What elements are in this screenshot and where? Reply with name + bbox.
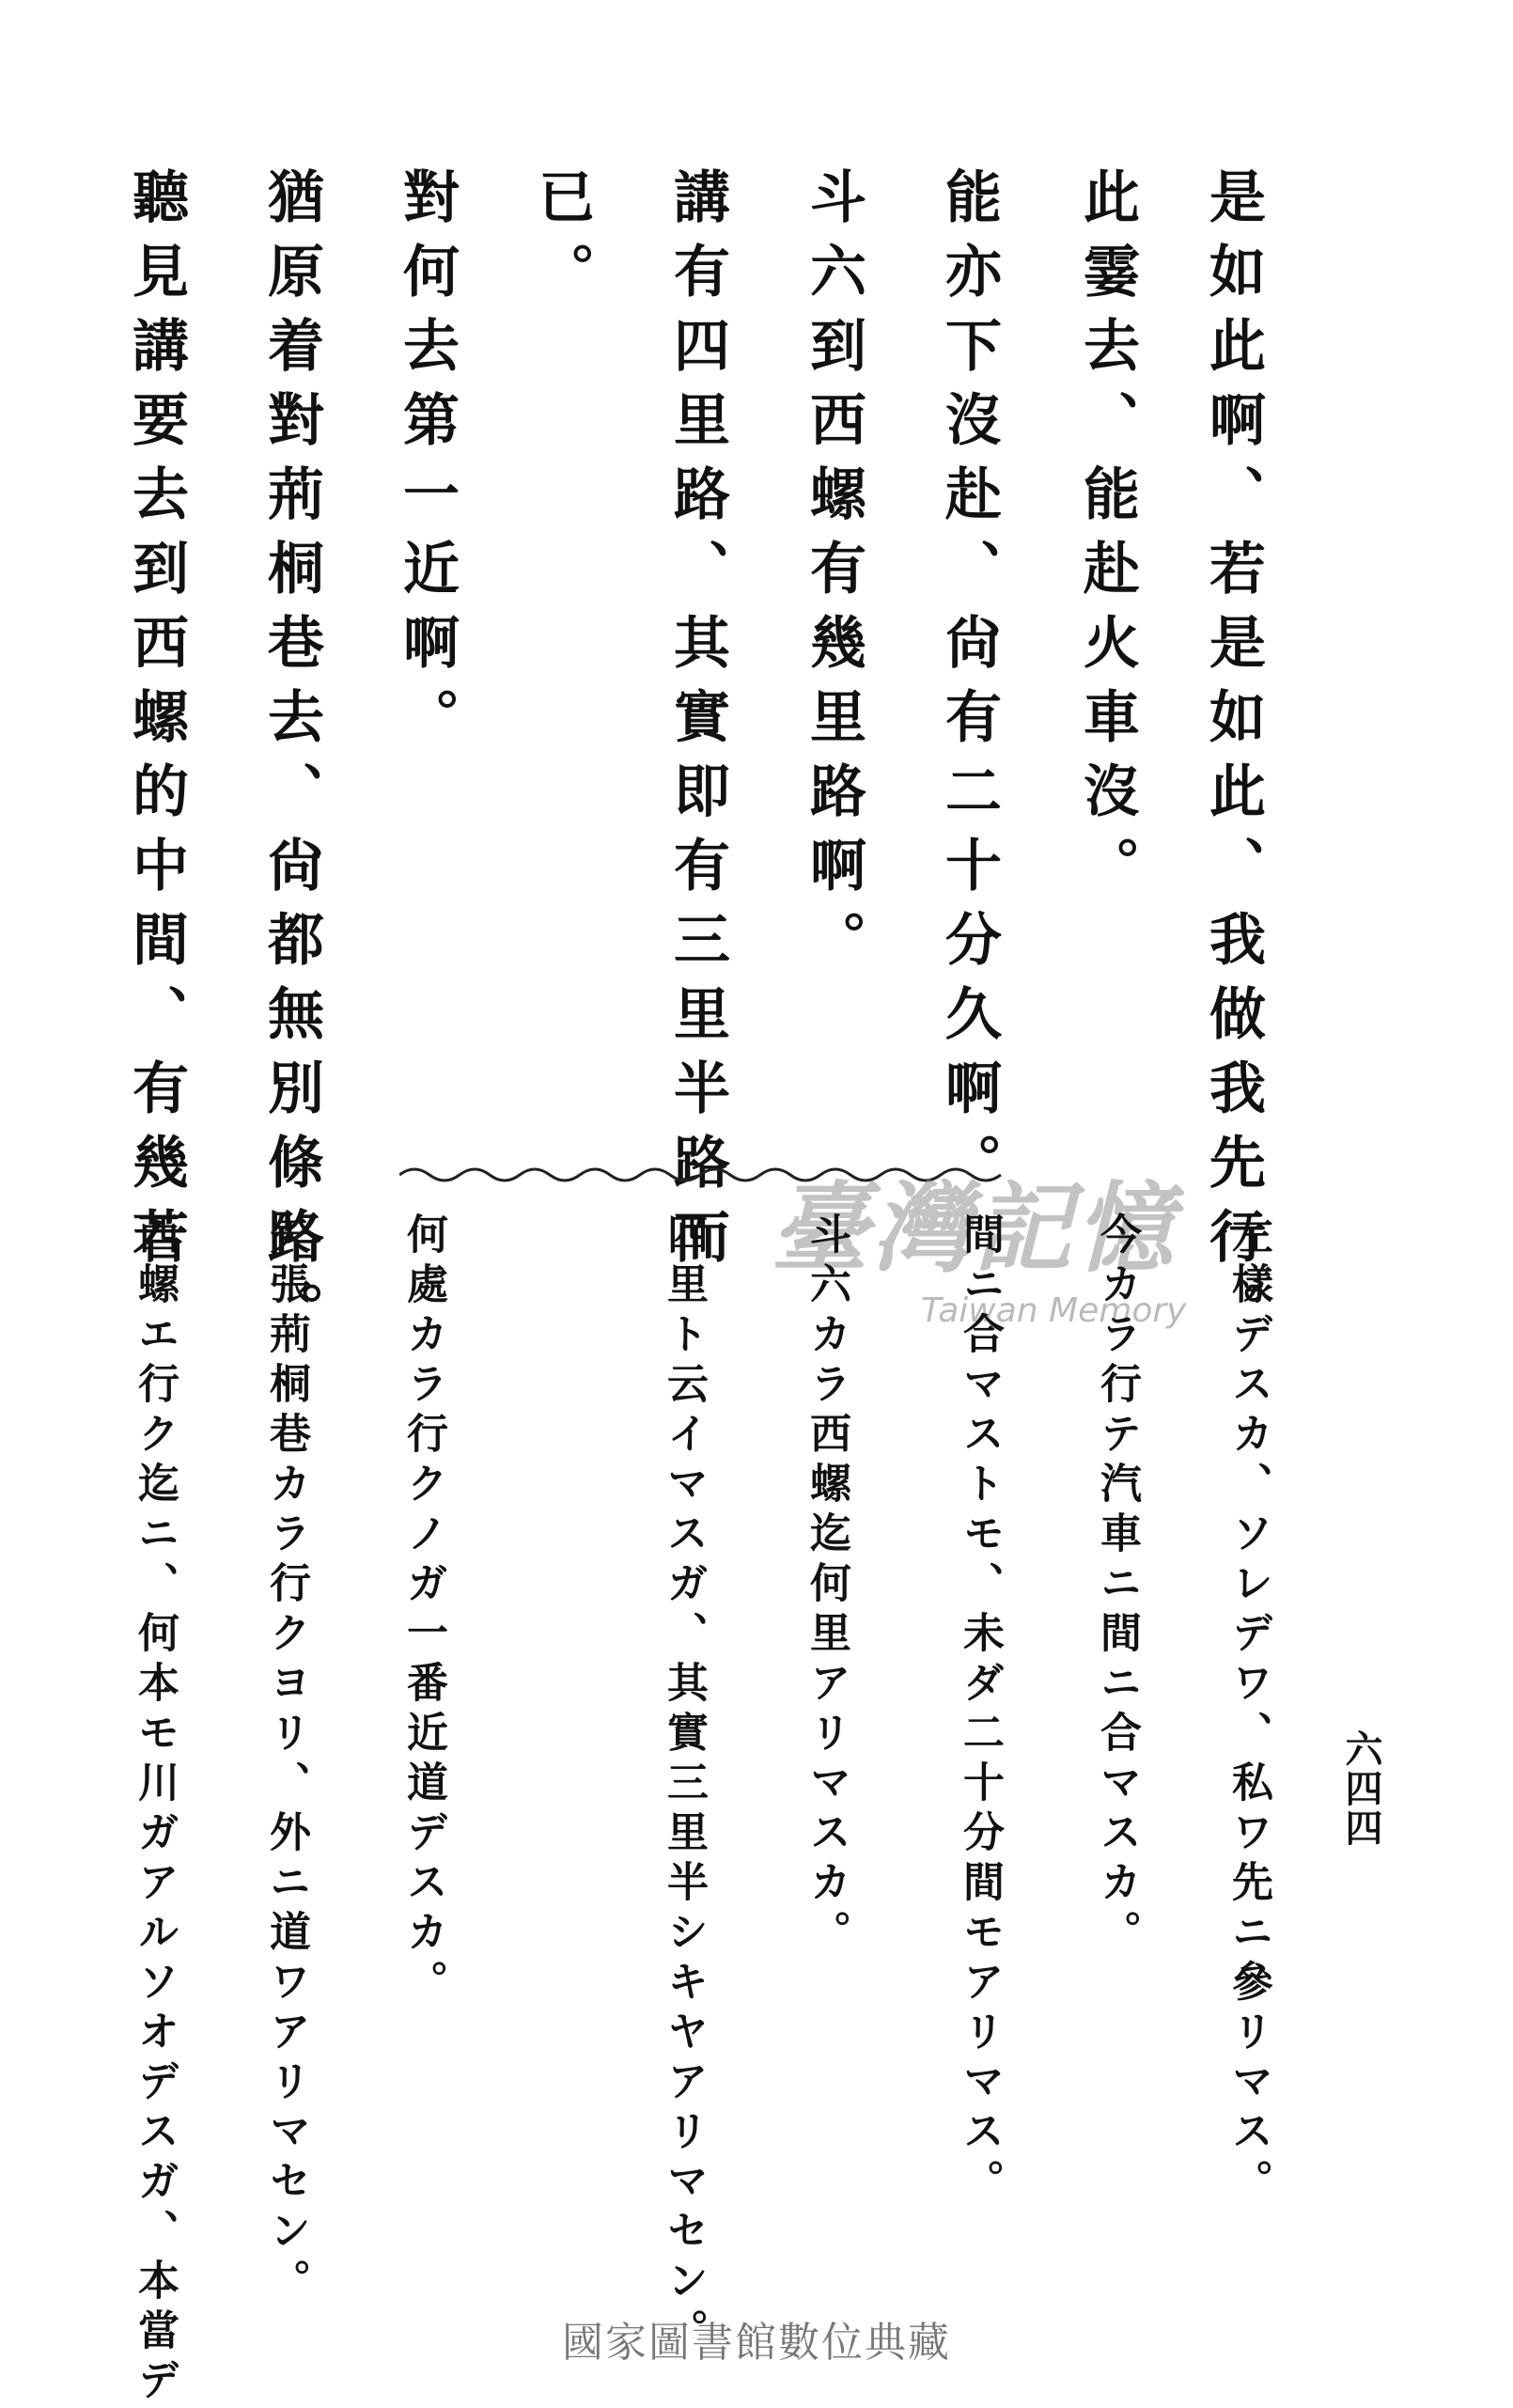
watermark-subtitle: Taiwan Memory <box>921 1291 1187 1330</box>
text-column: 間ニ合マストモ、未ダ二十分間モアリマス。 <box>956 1212 1004 2209</box>
text-column: 左樣デスカ、ソレデワ、私ワ先ニ參リマス。 <box>1224 1212 1272 2209</box>
text-column: 今カラ行テ汽車ニ間ニ合マスカ。 <box>1093 1212 1141 1960</box>
text-column: 是如此啊、若是如此、我做我先行。 <box>1200 167 1266 1355</box>
text-column: 四里ト云イマスガ、其實三里半シキヤアリマセン。 <box>660 1212 708 2358</box>
text-column: 此霎去、能赴火車沒。 <box>1074 167 1140 910</box>
text-column: 已。 <box>529 167 595 316</box>
text-column: 對何去第一近啊。 <box>394 167 460 761</box>
text-column: 斗六到西螺有幾里路啊。 <box>801 167 866 984</box>
text-column: 斗六カラ西螺迄何里アリマスカ。 <box>803 1212 850 1960</box>
text-column: 猶原着對荊桐巷去、尙都無別條路。 <box>258 167 324 1355</box>
text-column: 講有四里路、其實即有三里半路而 <box>664 167 730 1281</box>
wavy-divider <box>399 1164 1020 1186</box>
watermark-title: 臺灣記憶 <box>771 1170 1178 1286</box>
text-column: 西螺エ行ク迄ニ、何本モ川ガアルソオデスガ、本當デ <box>131 1212 179 2408</box>
footer-credit: 國家圖書館數位典藏 <box>562 2319 951 2367</box>
text-column: 何處カラ行クノガ一番近道デスカ。 <box>399 1212 447 2009</box>
page-number: 六四四 <box>1339 1729 1383 1848</box>
text-column: 矢張荊桐巷カラ行クヨリ、外ニ道ワアリマセン。 <box>262 1212 310 2308</box>
text-column: 能亦下沒赴、尙有二十分久啊。 <box>936 167 1002 1207</box>
text-column: 聽見講要去到西螺的中間、有幾若 <box>123 167 189 1281</box>
